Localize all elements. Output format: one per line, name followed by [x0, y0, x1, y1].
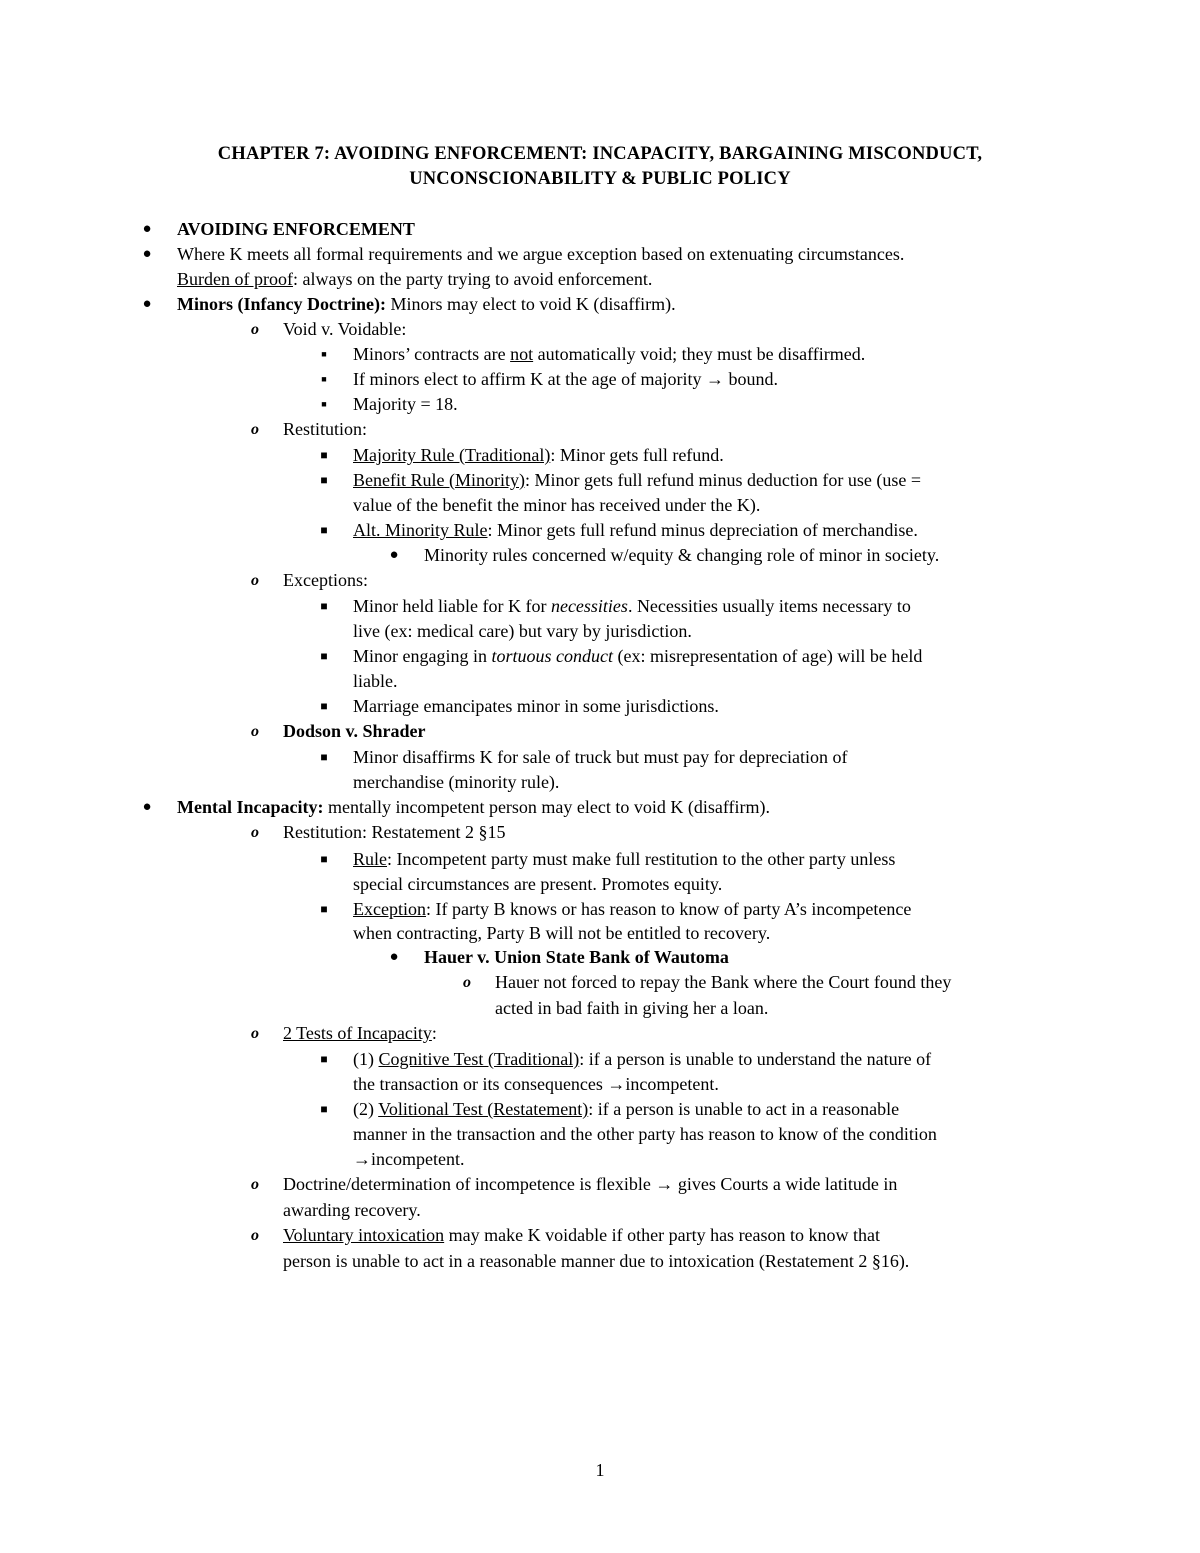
list-item-text	[353, 443, 724, 468]
list-item-text	[353, 468, 921, 493]
list-item-continuation	[0, 493, 1200, 518]
list-item	[0, 468, 1200, 493]
list-item-continuation	[0, 872, 1200, 897]
bullet-square-icon: ■	[320, 523, 328, 537]
list-item	[0, 367, 1200, 392]
list-item-continuation	[0, 1198, 1200, 1223]
list-item	[0, 1047, 1200, 1072]
list-item-text	[353, 1047, 931, 1072]
list-item-continuation	[0, 1249, 1200, 1274]
chapter-title-line-2: UNCONSCIONABILITY & PUBLIC POLICY	[409, 169, 791, 189]
term-burden-of-proof: Burden of proof	[177, 269, 293, 289]
list-item-text-rest: : Minor gets full refund.	[550, 445, 724, 465]
term-majority-rule: Majority Rule (Traditional)	[353, 445, 551, 465]
list-item-text	[177, 795, 770, 820]
list-item-text	[283, 1223, 880, 1248]
bullet-square-icon: ■	[321, 374, 327, 384]
case-name-dodson: Dodson v. Shrader	[283, 721, 426, 741]
list-item	[0, 543, 1200, 568]
heading-avoiding-enforcement: AVOIDING ENFORCEMENT	[177, 219, 415, 239]
list-item-continuation	[0, 1072, 1200, 1097]
list-item-text: Restitution:	[283, 419, 368, 439]
bullet-circle-icon: o	[251, 1025, 259, 1042]
list-item-text	[353, 847, 895, 872]
list-item-text-rest: may make K voidable if other party has reason to know that	[444, 1225, 881, 1245]
list-item-text: the transaction or its consequences →incompetent.	[353, 1074, 719, 1094]
bullet-circle-icon: o	[251, 321, 259, 338]
bullet-square-icon: ■	[320, 649, 328, 663]
chapter-title	[0, 142, 1200, 192]
term-exception: Exception	[353, 899, 426, 919]
list-item-text	[353, 644, 922, 669]
list-item-continuation	[0, 770, 1200, 795]
list-item-text: Minority rules concerned w/equity & changing role of minor in society.	[424, 545, 940, 565]
list-item-text-rest: mentally incompetent person may elect to void K (disaffirm).	[323, 797, 771, 817]
list-item-text: Doctrine/determination of incompetence is flexible → gives Courts a wide latitude in	[283, 1174, 898, 1194]
bullet-square-icon: ■	[320, 599, 328, 613]
list-item	[0, 518, 1200, 543]
bullet-square-icon: ■	[320, 1052, 328, 1066]
list-item	[0, 719, 1200, 744]
list-item-text: Void v. Voidable:	[283, 319, 407, 339]
bullet-disc-icon: ●	[142, 221, 152, 237]
term-necessities: necessities	[550, 596, 628, 616]
list-item-text: Minor disaffirms K for sale of truck but must pay for depreciation of	[353, 747, 848, 767]
list-item-text: Hauer not forced to repay the Bank where the Court found they	[495, 972, 952, 992]
list-item-text: awarding recovery.	[283, 1200, 421, 1220]
list-item-text: →incompetent.	[353, 1149, 465, 1169]
term-not: not	[510, 344, 534, 364]
term-alt-minority-rule: Alt. Minority Rule	[353, 520, 488, 540]
bullet-square-icon: ■	[320, 852, 328, 866]
bullet-disc-icon: ●	[389, 547, 399, 563]
list-item	[0, 317, 1200, 342]
list-item-text: Marriage emancipates minor in some jurisdictions.	[353, 696, 719, 716]
bullet-circle-icon: o	[251, 824, 259, 841]
term-mental-incapacity: Mental Incapacity:	[177, 797, 324, 817]
term-volitional-test: Volitional Test (Restatement)	[378, 1099, 589, 1119]
bullet-circle-icon: o	[251, 572, 259, 589]
list-item	[0, 594, 1200, 619]
list-item-continuation	[0, 921, 1200, 946]
term-tortuous-conduct: tortuous conduct	[491, 646, 613, 666]
list-item-continuation	[0, 267, 1200, 292]
list-item-number: (2)	[353, 1099, 379, 1119]
bullet-circle-icon: o	[463, 974, 471, 991]
list-item-text-rest: : always on the party trying to avoid enforcement.	[292, 269, 653, 289]
list-item-text-rest: :	[431, 1023, 437, 1043]
list-item-continuation	[0, 619, 1200, 644]
list-item-text	[283, 1021, 437, 1046]
list-item	[0, 795, 1200, 820]
list-item-text	[353, 594, 911, 619]
bullet-square-icon: ■	[320, 699, 328, 713]
bullet-square-icon: ■	[321, 349, 327, 359]
list-item-text	[353, 342, 865, 367]
list-item	[0, 342, 1200, 367]
list-item-continuation	[0, 996, 1200, 1021]
list-item-text	[353, 897, 911, 922]
list-item-number: (1)	[353, 1049, 379, 1069]
list-item	[0, 644, 1200, 669]
list-item-text: manner in the transaction and the other party has reason to know of the condition	[353, 1124, 937, 1144]
list-item	[0, 897, 1200, 922]
list-item-text-part: . Necessities usually items necessary to	[627, 596, 911, 616]
list-item-text: If minors elect to affirm K at the age of majority → bound.	[353, 369, 779, 389]
list-item-text: when contracting, Party B will not be entitled to recovery.	[353, 923, 771, 943]
term-benefit-rule: Benefit Rule (Minority)	[353, 470, 525, 490]
list-item-text: merchandise (minority rule).	[353, 772, 560, 792]
list-item-text: person is unable to act in a reasonable manner due to intoxication (Restatement 2 §16).	[283, 1251, 910, 1271]
list-item-text: live (ex: medical care) but vary by jurisdiction.	[353, 621, 692, 641]
case-name-hauer: Hauer v. Union State Bank of Wautoma	[424, 947, 729, 967]
list-item-continuation	[0, 1122, 1200, 1147]
list-item-text-part: Minor engaging in	[353, 646, 492, 666]
list-item-continuation	[0, 669, 1200, 694]
bullet-square-icon: ■	[320, 448, 328, 462]
list-item	[0, 242, 1200, 267]
term-cognitive-test: Cognitive Test (Traditional)	[378, 1049, 580, 1069]
list-item-text-rest: : If party B knows or has reason to know of party A’s incompetence	[425, 899, 912, 919]
list-item	[0, 1021, 1200, 1046]
list-item	[0, 1172, 1200, 1197]
bullet-square-icon: ■	[320, 750, 328, 764]
bullet-disc-icon: ●	[142, 799, 152, 815]
bullet-circle-icon: o	[251, 421, 259, 438]
list-item-text-rest: : Minor gets full refund minus deduction for use (use =	[524, 470, 922, 490]
list-item-text: special circumstances are present. Promotes equity.	[353, 874, 723, 894]
list-item-text-rest: : if a person is unable to act in a reasonable	[588, 1099, 900, 1119]
bullet-square-icon: ■	[321, 399, 327, 409]
bullet-circle-icon: o	[251, 723, 259, 740]
bullet-square-icon: ■	[320, 1102, 328, 1116]
list-item	[0, 392, 1200, 417]
list-item-text-part: Minor held liable for K for	[353, 596, 551, 616]
list-item-text	[177, 292, 676, 317]
term-voluntary-intoxication: Voluntary intoxication	[283, 1225, 445, 1245]
list-item-text: Where K meets all formal requirements and we argue exception based on extenuating circumstances.	[177, 244, 905, 264]
bullet-circle-icon: o	[251, 1176, 259, 1193]
list-item	[0, 820, 1200, 845]
bullet-circle-icon: o	[251, 1227, 259, 1244]
list-item-text-part: automatically void; they must be disaffirmed.	[533, 344, 866, 364]
list-item	[0, 970, 1200, 995]
bullet-disc-icon: ●	[142, 246, 152, 262]
list-item-text	[353, 518, 918, 543]
list-item	[0, 1097, 1200, 1122]
list-item	[0, 292, 1200, 317]
list-item-text: acted in bad faith in giving her a loan.	[495, 998, 769, 1018]
list-item	[0, 417, 1200, 442]
list-item-text-rest: : Minor gets full refund minus depreciation of merchandise.	[487, 520, 918, 540]
list-item-text-part: Minors’ contracts are	[353, 344, 511, 364]
term-minors: Minors (Infancy Doctrine):	[177, 294, 386, 314]
page-number: 1	[595, 1460, 605, 1480]
chapter-title-line-1: CHAPTER 7: AVOIDING ENFORCEMENT: INCAPACITY, BARGAINING MISCONDUCT,	[217, 144, 983, 164]
list-item-text: liable.	[353, 671, 398, 691]
list-item	[0, 847, 1200, 872]
list-item-text-rest: Minors may elect to void K (disaffirm).	[385, 294, 676, 314]
list-item-text-rest: : Incompetent party must make full restitution to the other party unless	[387, 849, 896, 869]
list-item-text: Exceptions:	[283, 570, 368, 590]
term-rule: Rule	[353, 849, 387, 869]
list-item-text-part: (ex: misrepresentation of age) will be held	[612, 646, 923, 666]
bullet-disc-icon: ●	[389, 949, 399, 965]
list-item	[0, 694, 1200, 719]
bullet-disc-icon: ●	[142, 296, 152, 312]
list-item	[0, 217, 1200, 242]
term-tests-of-incapacity: 2 Tests of Incapacity	[283, 1023, 432, 1043]
list-item-text	[353, 1097, 899, 1122]
list-item-continuation	[0, 1147, 1200, 1172]
list-item-text: Restitution: Restatement 2 §15	[283, 822, 506, 842]
list-item-text: value of the benefit the minor has received under the K).	[353, 495, 761, 515]
list-item-text: Majority = 18.	[353, 394, 458, 414]
bullet-square-icon: ■	[320, 473, 328, 487]
list-item	[0, 1223, 1200, 1248]
bullet-square-icon: ■	[320, 902, 328, 916]
list-item-text-rest: : if a person is unable to understand the nature of	[579, 1049, 932, 1069]
list-item	[0, 945, 1200, 970]
list-item	[0, 443, 1200, 468]
list-item	[0, 568, 1200, 593]
list-item-text	[177, 267, 652, 292]
list-item	[0, 745, 1200, 770]
